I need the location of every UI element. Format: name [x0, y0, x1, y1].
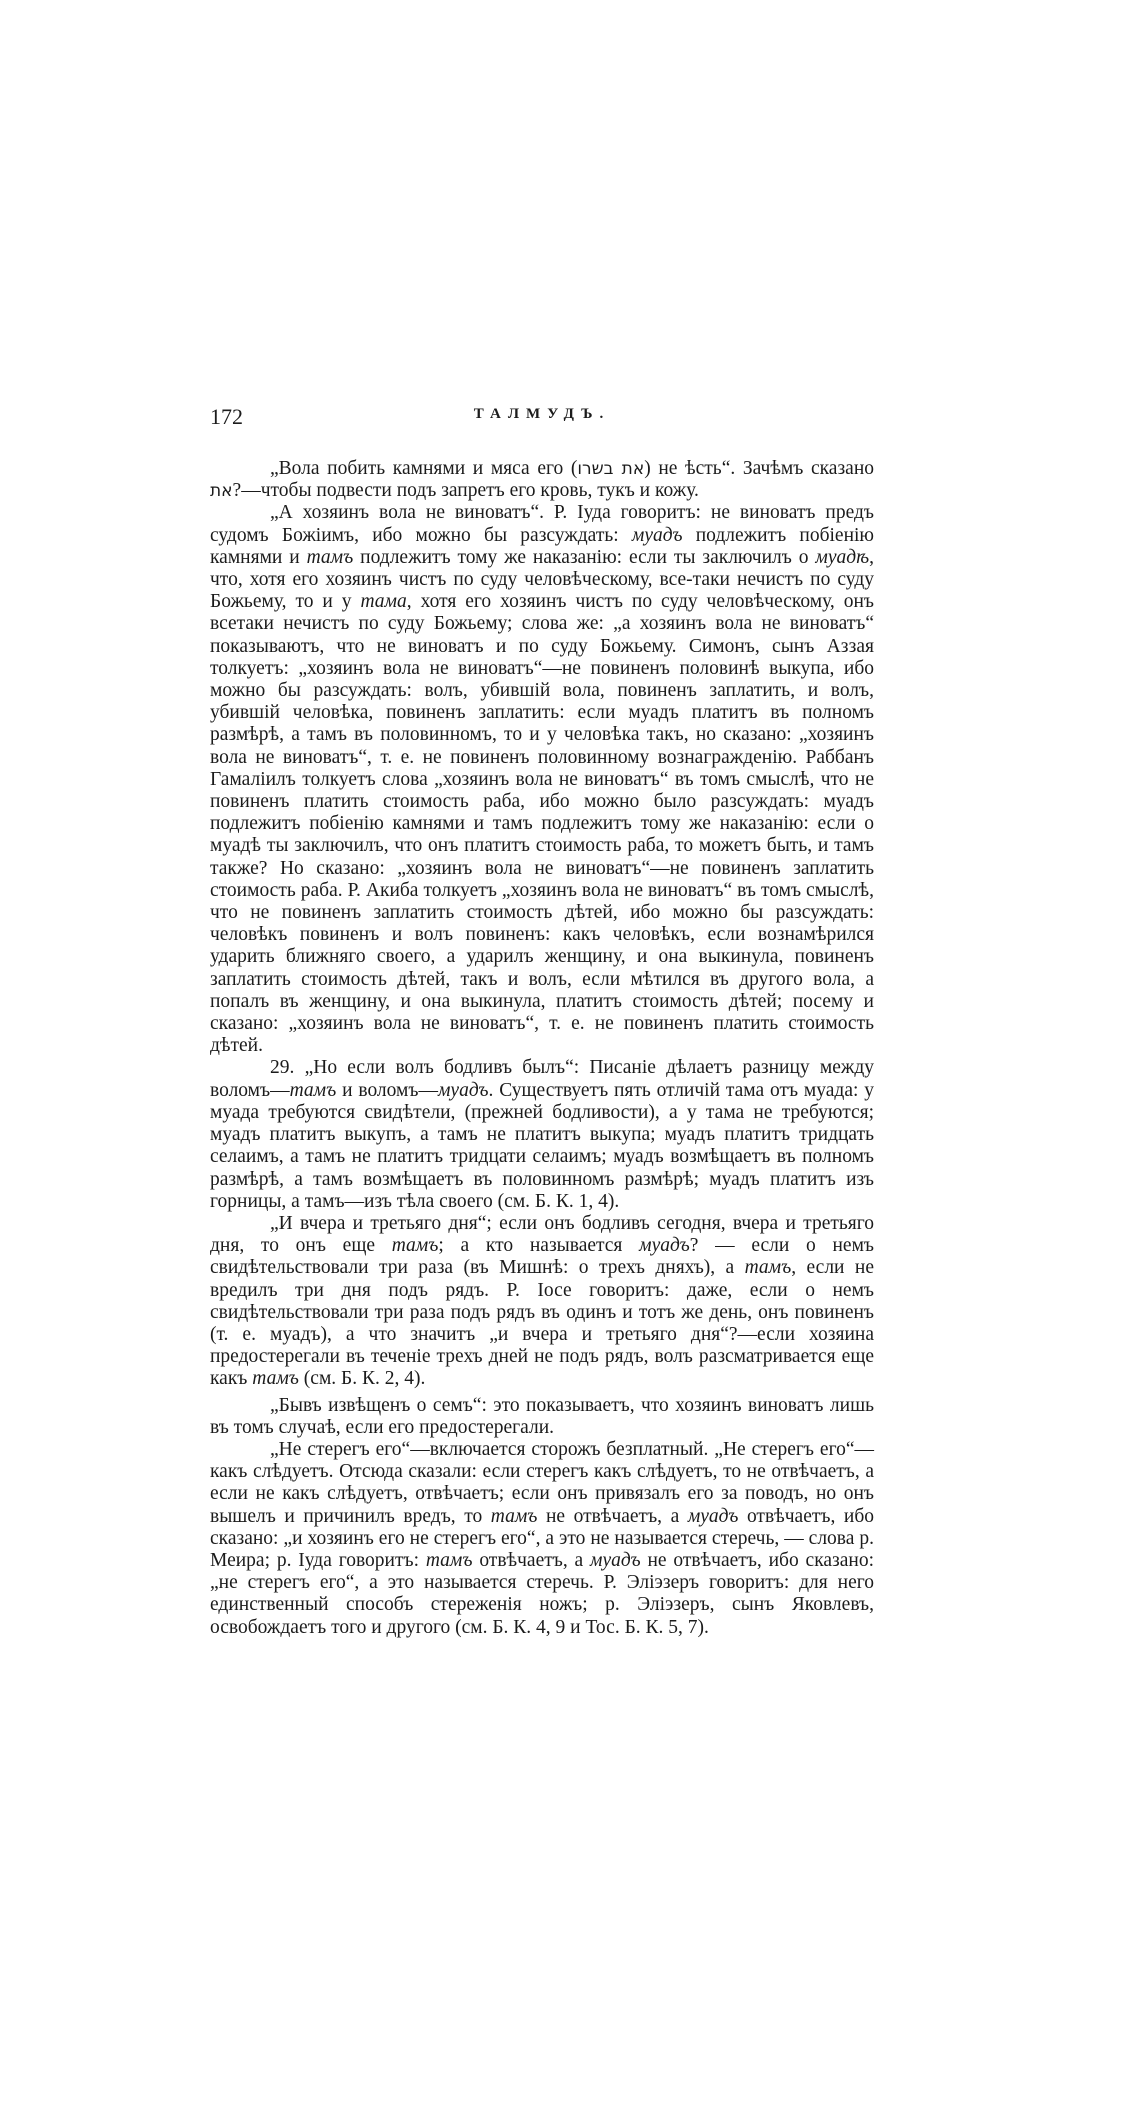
italic-term: тамъ — [425, 1549, 473, 1571]
paragraph — [210, 1057, 874, 1212]
text-run: не отвѣчаетъ, ибо сказано: „не стерегъ его“, а это называется стеречь. Р. Эліэзеръ говоритъ: для него единственный способъ стереженія ножъ; р. Эліэзеръ, сынъ Яковлевъ, освобождаетъ того и другого (см. Б. К. 4, 9 и Тос. Б. К. 5, 7). — [210, 1549, 875, 1638]
text-run: отвѣчаетъ, а — [472, 1549, 591, 1571]
text-run: , что, хотя его хозяинъ чистъ по суду человѣческому, все-таки нечистъ по суду Божьему, то и у — [210, 546, 874, 613]
page-number: 172 — [210, 404, 243, 429]
text-run: не отвѣчаетъ, а — [537, 1505, 688, 1527]
italic-term: муадѣ — [815, 546, 870, 568]
text-run: и воломъ— — [336, 1079, 438, 1101]
text-run: ) не ѣсть“. Зачѣмъ сказано — [644, 458, 874, 479]
text-run: . Существуетъ пять отличій тама отъ муада: у муада требуются свидѣтели, (прежней бодливости), а у тама не требуются; муадъ платитъ выкупъ, а тамъ не платитъ выкупа; муадъ платитъ тридцать селаимъ, а тамъ не платитъ тридцати селаимъ; муадъ возмѣщаетъ въ полномъ размѣрѣ, а тамъ возмѣщаетъ въ половинномъ размѣрѣ; муадъ платитъ изъ горницы, а тамъ—изъ тѣла своего (см. Б. К. 1, 4). — [210, 1079, 874, 1212]
text-run: ? — если о немъ свидѣтельствовали три раза (въ Мишнѣ: о трехъ дняхъ), а — [210, 1235, 875, 1279]
italic-term: тамъ — [490, 1505, 538, 1527]
italic-term: тама — [360, 591, 407, 613]
text-run: отвѣчаетъ, ибо сказано: „и хозяинъ его не стерегъ его“, а это не называется стеречь, — слова р. Меира; р. Іуда говоритъ: — [210, 1505, 875, 1571]
italic-term: муадъ — [437, 1079, 489, 1101]
italic-term: тамъ — [306, 546, 354, 568]
italic-term: тамъ — [252, 1368, 299, 1390]
running-title: ТАЛМУДЪ. — [473, 406, 611, 422]
text-run: „А хозяинъ вола не виноватъ“. Р. Іуда говоритъ: не виноватъ предъ судомъ Божіимъ, ибо можно бы разсуждать: — [210, 502, 874, 546]
italic-term: тамъ — [289, 1079, 337, 1101]
text-run: ; а кто называется — [438, 1235, 640, 1257]
hebrew-term: את — [210, 481, 233, 502]
text-run: , если не вредилъ три дня подъ рядъ. Р. Іосе говоритъ: даже, если о немъ свидѣтельствовали три раза подъ рядъ въ одинъ и тотъ же день, онъ повиненъ (т. е. муадъ), а что значитъ „и вчера и третьяго дня“?—если хозяина предостерегали въ теченіе трехъ дней не подъ рядъ, волъ разсматривается еще какъ — [210, 1257, 874, 1390]
italic-term: муадъ — [687, 1505, 739, 1527]
hebrew-term: את בשרו — [577, 459, 645, 479]
paragraph — [210, 502, 874, 1057]
paragraph — [210, 1395, 874, 1439]
italic-term: тамъ — [744, 1257, 792, 1279]
paragraph — [210, 1213, 874, 1391]
text-run: „Вола побить камнями и мяса его ( — [270, 458, 578, 479]
italic-term: муадъ — [590, 1549, 641, 1571]
text-run: 29. „Но если волъ бодливъ былъ“: Писаніе дѣлаетъ разницу между воломъ— — [210, 1057, 874, 1101]
body-text — [210, 458, 874, 1639]
text-run: ?—чтобы подвести подъ запретъ его кровь, тукъ и кожу. — [232, 480, 699, 502]
paragraph — [210, 458, 874, 502]
italic-term: муадъ — [639, 1235, 690, 1257]
paragraph — [210, 1439, 874, 1639]
text-run: „Бывъ извѣщенъ о семъ“: это показываетъ, что хозяинъ виноватъ лишь въ томъ случаѣ, если его предостерегали. — [210, 1394, 874, 1438]
text-run: „И вчера и третьяго дня“; если онъ бодливъ сегодня, вчера и третьяго дня, то онъ еще — [210, 1212, 874, 1257]
text-run: , хотя его хозяинъ чистъ по суду человѣческому, онъ всетаки нечистъ по суду Божьему; слова же: „а хозяинъ вола не виноватъ“ показываютъ, что не виноватъ и по суду Божьему. Симонъ, сынъ Аззая толкуетъ: „хозяинъ вола не виноватъ“—не повиненъ половинѣ выкупа, ибо можно бы разсуждать: волъ, убившій вола, повиненъ заплатить, и волъ, убившій человѣка, повиненъ заплатить: если муадъ платитъ въ полномъ размѣрѣ, а тамъ въ половинномъ, то и у человѣка такъ, но сказано: „хозяинъ вола не виноватъ“, т. е. не повиненъ половинному вознагражденію. Раббанъ Гамаліилъ толкуетъ слова „хозяинъ вола не виноватъ“ въ томъ смыслѣ, что не повиненъ платить стоимость раба, ибо можно было разсуждать: муадъ подлежитъ побіенію камнями и тамъ подлежитъ тому же наказанію: если о муадѣ ты заключилъ, что онъ платитъ стоимость раба, то можетъ быть, и тамъ также? Но сказано: „хозяинъ вола не виноватъ“—не повиненъ заплатить стоимость раба. Р. Акиба толкуетъ „хозяинъ вола не виноватъ“ въ томъ смыслѣ, что не повиненъ заплатить стоимость дѣтей, ибо можно бы разсуждать: человѣкъ повиненъ и волъ повиненъ: какъ человѣкъ, если вознамѣрился ударить ближняго своего, а ударилъ женщину, и она выкинула, повиненъ заплатить стоимость дѣтей, такъ и волъ, если мѣтился въ другого вола, а попалъ въ женщину, и она выкинула, платитъ стоимость дѣтей; посему и сказано: „хозяинъ вола не виноватъ“, т. е. не повиненъ платить стоимость дѣтей. — [210, 591, 874, 1057]
italic-term: тамъ — [391, 1235, 439, 1257]
text-run: „Не стерегъ его“—включается сторожъ безплатный. „Не стерегъ его“—какъ слѣдуетъ. Отсюда сказали: если стерегъ какъ слѣдуетъ, то не отвѣчаетъ, а если не какъ слѣдуетъ, отвѣчаетъ; если онъ привязалъ его за поводъ, но онъ вышелъ и причинилъ вредъ, то — [210, 1438, 874, 1527]
text-run: (см. Б. К. 2, 4). — [298, 1368, 426, 1390]
text-run: подлежитъ побіенію камнями и — [210, 524, 874, 568]
italic-term: муадъ — [631, 524, 683, 546]
page-header — [210, 404, 874, 434]
text-run: подлежитъ тому же наказанію: если ты заключилъ о — [353, 546, 816, 568]
